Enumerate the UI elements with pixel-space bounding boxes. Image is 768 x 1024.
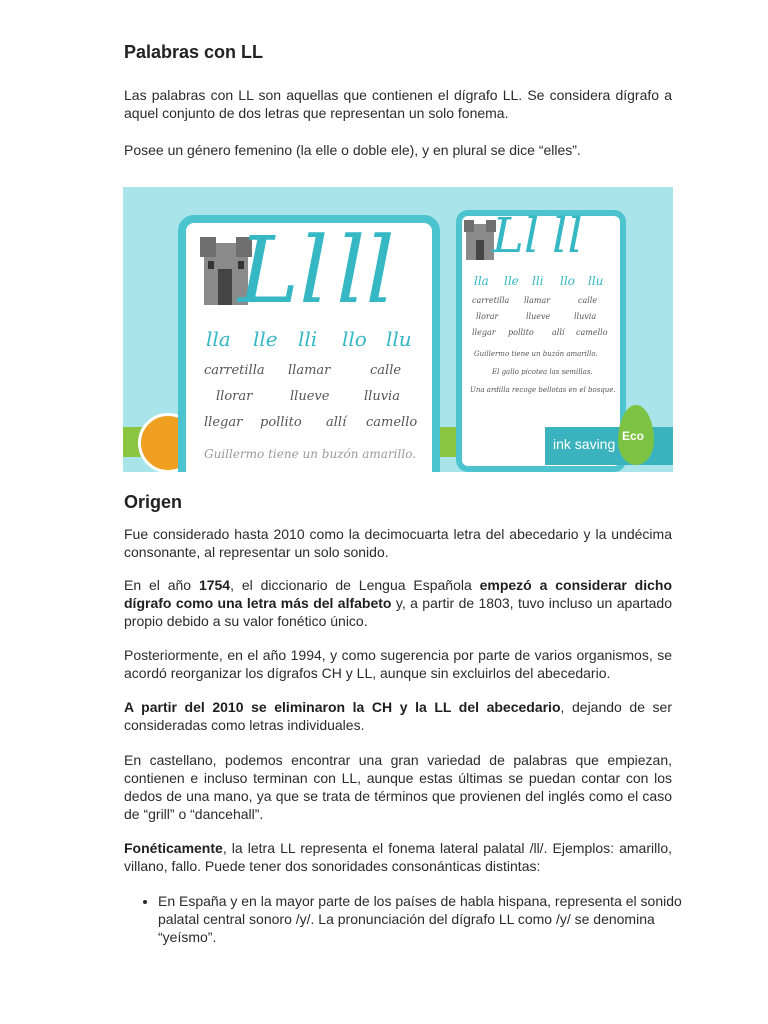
text-run: En el año (124, 577, 199, 593)
sentence: Una ardilla recoge bellotas en el bosque. (470, 386, 616, 394)
word: llegar (472, 328, 496, 337)
list-item: • En España y en la mayor parte de los países de habla hispana, representa el sonido palatal central sonoro /y/. La pronunciación del dígrafo LL como /y/ se denomina “yeísmo”. (158, 892, 688, 946)
small-big-letters-left: Ll (492, 208, 540, 264)
intro-paragraph: Las palabras con LL son aquellas que contienen el dígrafo LL. Se considera dígrafo a aquel conjunto de dos letras que representan un solo fonema. (124, 87, 672, 121)
syllable: llo (342, 327, 367, 351)
gender-paragraph: Posee un género femenino (la elle o doble ele), y en plural se dice “elles”. (124, 142, 581, 158)
emphasis-bold: empezó a considerar dicho dígrafo como una letra más del alfabeto (124, 577, 672, 611)
word: lluvia (364, 389, 400, 404)
word: calle (578, 296, 598, 305)
word: carretilla (204, 363, 265, 378)
origin-paragraph-6 (124, 839, 672, 875)
word: allí (326, 415, 347, 430)
origin-paragraph-3: Posteriormente, en el año 1994, y como sugerencia por parte de varios organismos, se acordó reorganizar los dígrafos CH y LL, aunque sin excluirlos del abecedario. (124, 647, 672, 681)
syllable: llo (560, 274, 575, 288)
emphasis-bold: A partir del 2010 se eliminaron la CH y la LL del abecedario (124, 699, 561, 715)
big-letters-left: Ll (238, 217, 329, 324)
syllable: lli (298, 327, 318, 351)
big-letters-right: ll (336, 217, 395, 324)
origin-heading: Origen (124, 492, 183, 512)
syllable: lle (504, 274, 519, 288)
poster-card-large (178, 215, 440, 472)
word: llorar (476, 312, 499, 321)
word: llamar (524, 296, 551, 305)
word: camello (576, 328, 608, 337)
word: allí (552, 328, 565, 337)
origin-paragraph-2 (124, 576, 672, 630)
banner-label: ink saving (553, 436, 616, 452)
word: llorar (216, 389, 253, 404)
emphasis-bold: Fonéticamente (124, 840, 223, 856)
sentence: Guillermo tiene un buzón amarillo. (474, 350, 598, 358)
origin-paragraph-4 (124, 698, 672, 734)
small-big-letters-right: ll (552, 208, 583, 264)
text-run: , la letra LL representa el fonema lateral palatal /ll/. Ejemplos: amarillo, villano, fallo. Puede tener dos sonoridades consonánticas distintas: (124, 840, 672, 874)
word: pollito (260, 415, 302, 430)
syllable: lla (474, 274, 489, 288)
page-title: Palabras con LL (124, 42, 264, 62)
syllable: llu (588, 274, 604, 288)
ink-saving-banner (545, 427, 673, 465)
word: carretilla (472, 296, 510, 305)
sentence: El gallo picotea las semillas. (492, 368, 593, 376)
word: camello (366, 415, 418, 430)
ll-poster-image (123, 187, 673, 472)
syllable: llu (386, 327, 412, 351)
word: llueve (526, 312, 551, 321)
word: calle (370, 363, 402, 378)
origin-paragraph-1: Fue considerado hasta 2010 como la decimocuarta letra del abecedario y la undécima consonante, al representar un solo sonido. (124, 526, 672, 560)
cut-sentence: Guillermo tiene un buzón amarillo. (204, 447, 417, 461)
word: pollito (508, 328, 534, 337)
origin-paragraph-5: En castellano, podemos encontrar una gran variedad de palabras que empiezan, contienen e incluso terminan con LL, aunque estas últimas se puedan contar con los dedos de una mano, ya que se trata de términos que provienen del inglés como el caso de “grill” o “dancehall”. (124, 752, 672, 822)
eco-label: Eco (622, 429, 645, 443)
syllable: lli (532, 274, 544, 288)
word: llegar (204, 415, 243, 430)
bullet-list (124, 892, 688, 946)
syllable: lle (253, 327, 278, 351)
word: llamar (288, 363, 331, 378)
syllable: lla (206, 327, 231, 351)
eco-leaf-icon (618, 405, 654, 465)
text-run: , dejando de ser consideradas como letras individuales. (124, 699, 673, 733)
text-run: , el diccionario de Lengua Española (230, 577, 480, 593)
text-run: y, a partir de 1803, tuvo incluso un apartado propio debido a su valor fonético único. (124, 595, 672, 629)
word: llueve (290, 389, 330, 404)
word: lluvia (574, 312, 597, 321)
year-bold: 1754 (198, 577, 231, 593)
